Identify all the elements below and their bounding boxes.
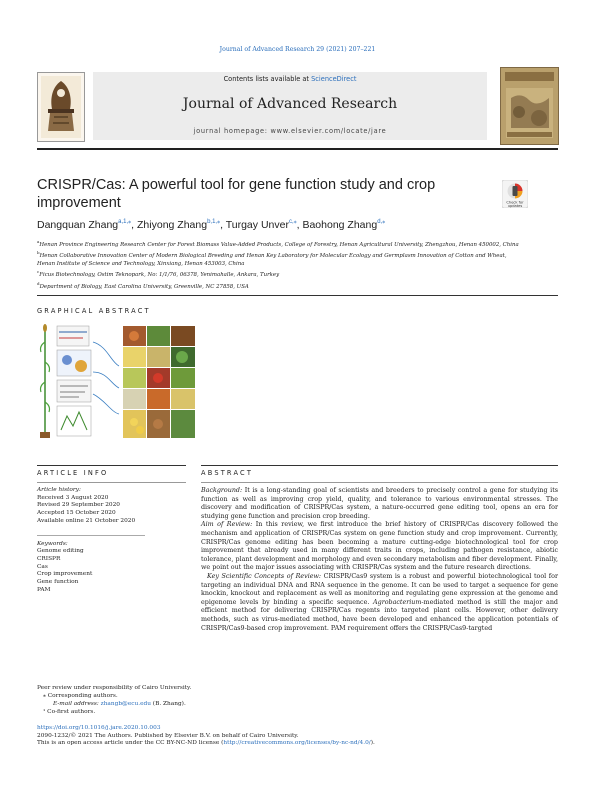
author-1[interactable]: Dangquan Zhang$^{a,1,⁎}$ [37, 219, 132, 231]
plant-illustration [40, 324, 50, 438]
footnotes [37, 685, 437, 748]
abstract-key-concepts: Key Scientific Concepts of Review: CRISPR/Cas9 system is a robust and powerful biotechnological tool for targeting an individual DNA and RNA sequence in the genome. It can be used to target a sequence for gene knockin, knockout and replacement as well as monitoring and regulating gene expression at the genome and epigenome levels by binding a specific sequence. Agrobacterium-mediated method is still the major and efficient method for delivering CRISPR/Cas regents into targeted plant cells. However, other delivery methods, such as virus-mediated method, have been developed and enhanced the application potentials of CRISPR/Cas9-based crop improvement. PAM requirement offers the CRISPR/Cas9-targted [201, 572, 558, 632]
journal-homepage[interactable]: journal homepage: www.elsevier.com/locate/jare [193, 127, 387, 135]
affiliations [37, 238, 557, 291]
keyword: Cas [37, 563, 48, 570]
article-info-rule [37, 465, 186, 466]
history-revised: Revised 29 September 2020 [37, 502, 120, 509]
affiliation-d: $^d$Department of Biology, East Carolina University, Greenville, NC 27858, USA [37, 280, 249, 290]
license-link[interactable]: http://creativecommons.org/licenses/by-nc-nd/4.0/ [223, 740, 371, 747]
abstract-background: Background: It is a long-standing goal of scientists and breeders to precisely control a gene for studying its function as well as improving crop yield, quality, and tolerance to various environmental stresses. The discovery and modification of CRISPR/Cas system, a nature-occurred gene editing tool, opens an era for studying gene function and precision crop breeding. [201, 487, 558, 520]
contents-line: Contents lists available at ScienceDirect [223, 75, 357, 83]
doi-link[interactable]: https://doi.org/10.1016/j.jare.2020.10.003 [37, 724, 161, 731]
author-2[interactable]: Zhiyong Zhang$^{b,1,⁎}$ [137, 219, 221, 231]
check-for-updates-badge[interactable] [502, 180, 528, 208]
crossmark-icon [502, 180, 528, 208]
history-accepted: Accepted 15 October 2020 [37, 510, 116, 517]
journal-citation[interactable]: Journal of Advanced Research 29 (2021) 207–221 [219, 46, 376, 53]
journal-banner [93, 72, 487, 140]
affiliation-c: $^c$Ficus Biotechnology, Ostim Teknopark, No: 1/1/76, 06378, Yenimahalle, Ankara, Turkey [37, 269, 280, 279]
cofirst-note: ¹ Co-first authors. [43, 708, 96, 715]
history-label: Article history: [37, 487, 81, 493]
keyword: Genome editing [37, 548, 84, 555]
svg-text:updates: updates [507, 204, 523, 208]
info-divider [37, 526, 145, 536]
peer-review-note: Peer review under responsibility of Cairo University. [37, 685, 192, 691]
history-online: Available online 21 October 2020 [37, 517, 136, 524]
crispr-schematic [57, 326, 119, 436]
journal-title: Journal of Advanced Research [182, 96, 398, 112]
license-line: This is an open access article under the CC BY-NC-ND license (http://creativecommons.org/licenses/by-nc-nd/4.0/). [37, 740, 375, 747]
affiliation-rule [37, 295, 558, 296]
article-title: CRISPR/Cas: A powerful tool for gene function study and crop improvement [37, 177, 436, 211]
email-link[interactable]: zhangb@ecu.edu [100, 700, 151, 707]
article-info-subrule [37, 482, 186, 483]
abstract-body [201, 487, 558, 633]
affiliation-a: $^a$Henan Province Engineering Research Center for Forest Biomass Value-Added Products, College of Forestry, Henan Agricultural University, Zhengzhou, Henan 450002, China [37, 239, 519, 248]
abstract-subrule [201, 482, 558, 483]
abstract-rule [201, 465, 558, 466]
affiliation-b: $^b$Henan Collaborative Innovation Center of Modern Biological Breeding and Henan Key Laboratory for Molecular Ecology and Germplasm Innovation of Cotton and Wheat, [37, 250, 507, 260]
graphical-abstract-heading: GRAPHICAL ABSTRACT [37, 307, 151, 315]
author-3[interactable]: Turgay Unver$^{c,⁎}$ [225, 219, 297, 231]
email-note: E-mail address: zhangb@ecu.edu (B. Zhang). [53, 700, 186, 707]
abstract-aim: Aim of Review: In this review, we first introduce the brief history of CRISPR/Cas discovery followed the mechanism and application of CRISPR/Cas system on gene function study and crop improvement. Currently, CRISPR/Cas genome editing has been becoming a mature cutting-edge biotechnological tool for crop improvement that already used in many different traits in crops, including pathogen resistance, abiotic tolerance, plant development and morphology and even secondary metabolism and fiber development. Finally, we point out the major issues associating with CRISPR/Cas system and the future research directions. [201, 521, 558, 572]
history-received: Received 3 August 2020 [37, 494, 109, 501]
article-info-heading: ARTICLE INFO [37, 469, 109, 477]
keyword: PAM [37, 586, 51, 593]
graphical-abstract-figure[interactable] [37, 322, 199, 442]
abstract-heading: ABSTRACT [201, 469, 254, 477]
journal-cover-image [500, 67, 559, 145]
keyword: Gene function [37, 579, 79, 586]
publisher-logo [37, 72, 85, 142]
corresponding-note: ⁎ Corresponding authors. [43, 692, 118, 699]
author-list: Dangquan Zhang$^{a,1,⁎}$, Zhiyong Zhang$^{b,1,⁎}$, Turgay Unver$^{c,⁎}$, Baohong Zhang$^{d,⁎}$ [37, 219, 386, 231]
affiliation-b-cont: Henan Institute of Science and Technology, Xinxiang, Henan 453003, China [37, 260, 245, 267]
header-rule [37, 148, 558, 150]
keyword: CRISPR [37, 555, 61, 562]
keywords-label: Keywords: [37, 540, 68, 547]
sciencedirect-link[interactable]: ScienceDirect [311, 75, 357, 83]
svg-text:Check for: Check for [506, 200, 524, 205]
keyword: Crop improvement [37, 571, 93, 578]
crop-photo-grid [123, 326, 195, 438]
copyright-line: 2090-1232/© 2021 The Authors. Published by Elsevier B.V. on behalf of Cairo University. [37, 732, 299, 739]
article-info [37, 487, 186, 594]
author-4[interactable]: Baohong Zhang$^{d,⁎}$ [302, 219, 386, 231]
